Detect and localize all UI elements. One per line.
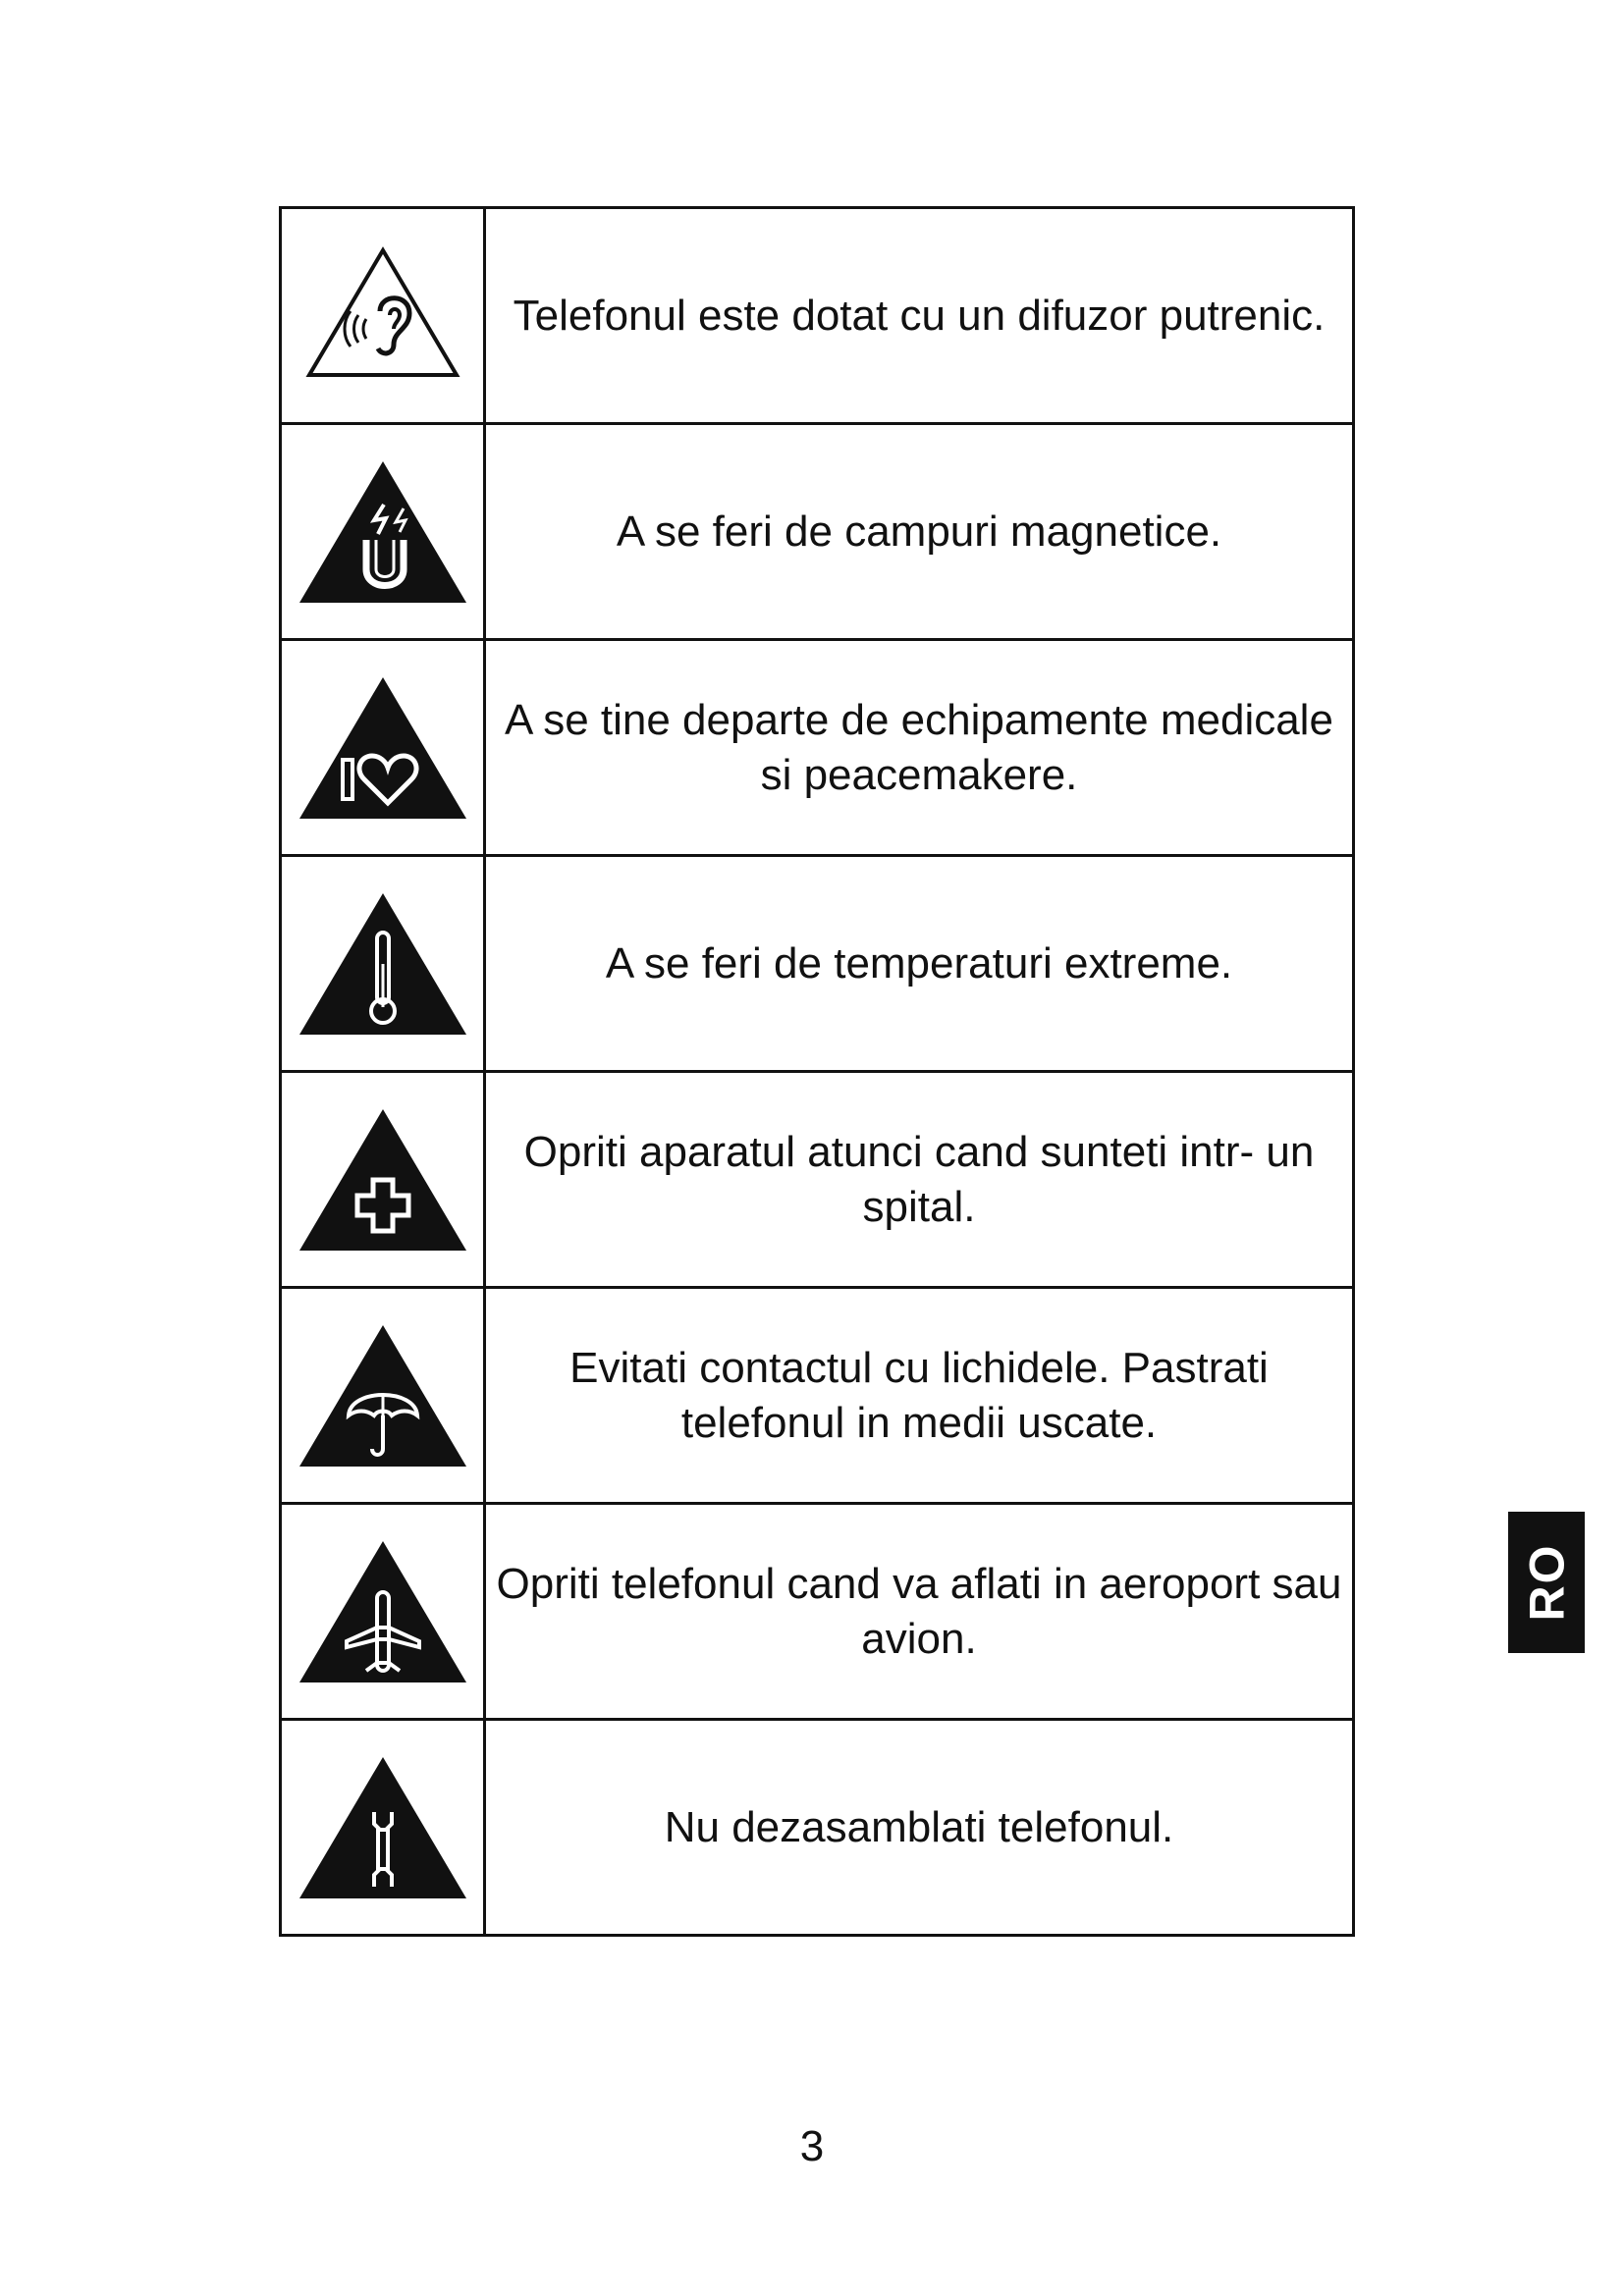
table-row [281, 1288, 1354, 1504]
magnet-warning-icon [290, 454, 476, 611]
table-row [281, 424, 1354, 640]
icon-cell [281, 640, 485, 856]
icon-cell [281, 1720, 485, 1936]
row-text: Opriti telefonul cand va aflati in aeroport sau avion. [485, 1504, 1354, 1720]
table-row [281, 640, 1354, 856]
row-text: A se feri de temperaturi extreme. [485, 856, 1354, 1072]
table-row [281, 208, 1354, 424]
safety-symbols-table [279, 206, 1355, 1937]
row-text: Telefonul este dotat cu un difuzor putrenic. [485, 208, 1354, 424]
hospital-cross-warning-icon [290, 1101, 476, 1258]
table-row [281, 856, 1354, 1072]
wrench-warning-icon [290, 1749, 476, 1906]
icon-cell [281, 1072, 485, 1288]
airplane-warning-icon [290, 1533, 476, 1690]
row-text: A se tine departe de echipamente medicale si peacemakere. [485, 640, 1354, 856]
table-row [281, 1504, 1354, 1720]
row-text: Evitati contactul cu lichidele. Pastrati telefonul in medii uscate. [485, 1288, 1354, 1504]
table-row [281, 1720, 1354, 1936]
page-number: 3 [799, 2122, 825, 2170]
language-tab-label: RO [1519, 1543, 1574, 1622]
hearing-warning-icon [299, 242, 466, 390]
row-text: Opriti aparatul atunci cand sunteti intr- un spital. [485, 1072, 1354, 1288]
row-text: A se feri de campuri magnetice. [485, 424, 1354, 640]
icon-cell [281, 1288, 485, 1504]
umbrella-warning-icon [290, 1317, 476, 1474]
icon-cell [281, 424, 485, 640]
icon-cell [281, 1504, 485, 1720]
pacemaker-warning-icon [290, 669, 476, 827]
language-tab [1508, 1512, 1585, 1653]
icon-cell [281, 208, 485, 424]
table-row [281, 1072, 1354, 1288]
row-text: Nu dezasamblati telefonul. [485, 1720, 1354, 1936]
icon-cell [281, 856, 485, 1072]
thermometer-warning-icon [290, 885, 476, 1042]
